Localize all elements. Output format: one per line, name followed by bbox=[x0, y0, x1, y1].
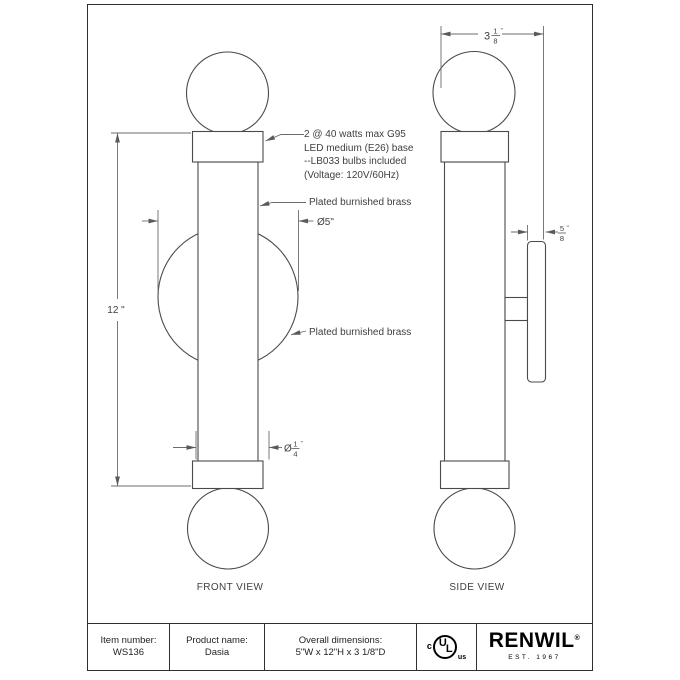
side-bottom-bulb bbox=[434, 488, 515, 569]
finish-note-upper: Plated burnished brass bbox=[309, 197, 412, 208]
side-top-bulb bbox=[433, 52, 515, 134]
ul-mark-c: c bbox=[426, 641, 432, 651]
svg-text:1: 1 bbox=[493, 26, 498, 36]
front-top-bulb bbox=[187, 52, 269, 134]
item-number-label: Item number: bbox=[100, 635, 157, 647]
bulb-note-line: 2 @ 40 watts max G95 bbox=[304, 129, 406, 140]
front-view bbox=[158, 52, 298, 569]
brand-cell bbox=[477, 624, 592, 670]
front-bottom-bulb bbox=[188, 488, 269, 569]
bulb-specification-note bbox=[304, 128, 414, 182]
dim-plate-diameter-label: Ø5" bbox=[317, 217, 334, 228]
registered-mark: ® bbox=[574, 634, 581, 642]
renwil-logo: RENWIL® bbox=[488, 628, 581, 652]
brand-established: EST. 1967 bbox=[508, 653, 561, 661]
ul-mark-us: us bbox=[457, 654, 467, 661]
svg-text:": " bbox=[300, 440, 303, 448]
front-top-cap bbox=[193, 132, 264, 163]
side-view bbox=[433, 52, 546, 570]
side-view-label: SIDE VIEW bbox=[449, 582, 505, 593]
overall-dimensions-value: 5"W x 12"H x 3 1/8"D bbox=[295, 646, 386, 658]
dim-plate-depth-label bbox=[560, 224, 570, 243]
leader-bulb-note bbox=[266, 135, 305, 142]
side-bottom-cap bbox=[441, 461, 510, 489]
svg-text:": " bbox=[566, 225, 569, 232]
side-wall-plate bbox=[528, 242, 546, 383]
overall-dimensions-label: Overall dimensions: bbox=[298, 635, 383, 647]
leader-finish-lower bbox=[291, 331, 306, 335]
product-name-cell bbox=[170, 624, 265, 670]
svg-text:8: 8 bbox=[559, 234, 565, 243]
front-bottom-cap bbox=[193, 461, 264, 489]
front-view-label: FRONT VIEW bbox=[196, 582, 264, 593]
product-name-value: Dasia bbox=[204, 646, 230, 658]
bulb-note-line: LED medium (E26) base bbox=[304, 142, 414, 154]
product-name-label: Product name: bbox=[186, 635, 248, 647]
svg-text:5: 5 bbox=[559, 224, 565, 233]
item-number-value: WS136 bbox=[112, 646, 145, 658]
dim-tube-diameter-label bbox=[284, 440, 304, 459]
side-mount-bracket bbox=[505, 298, 528, 321]
ul-listed-icon: U L bbox=[433, 635, 457, 659]
svg-text:1: 1 bbox=[293, 439, 298, 449]
finish-note-lower: Plated burnished brass bbox=[309, 327, 412, 338]
svg-text:Ø: Ø bbox=[284, 443, 292, 455]
bulb-note-line: --LB033 bulbs included bbox=[304, 156, 407, 168]
svg-text:4: 4 bbox=[293, 449, 298, 459]
ul-certification-cell bbox=[417, 624, 477, 670]
side-tube bbox=[445, 162, 506, 462]
svg-text:": " bbox=[500, 27, 503, 35]
side-top-cap bbox=[441, 132, 509, 163]
front-tube bbox=[198, 162, 258, 462]
svg-text:8: 8 bbox=[493, 36, 498, 46]
title-block bbox=[87, 623, 593, 671]
dim-overall-width-label bbox=[484, 27, 504, 46]
svg-text:3: 3 bbox=[483, 30, 491, 43]
bulb-note-line: (Voltage: 120V/60Hz) bbox=[304, 169, 400, 181]
dim-plate-depth bbox=[511, 225, 566, 241]
leader-finish-upper bbox=[260, 203, 306, 207]
overall-dimensions-cell bbox=[265, 624, 417, 670]
dim-height-label: 12 " bbox=[107, 305, 125, 316]
item-number-cell bbox=[88, 624, 170, 670]
